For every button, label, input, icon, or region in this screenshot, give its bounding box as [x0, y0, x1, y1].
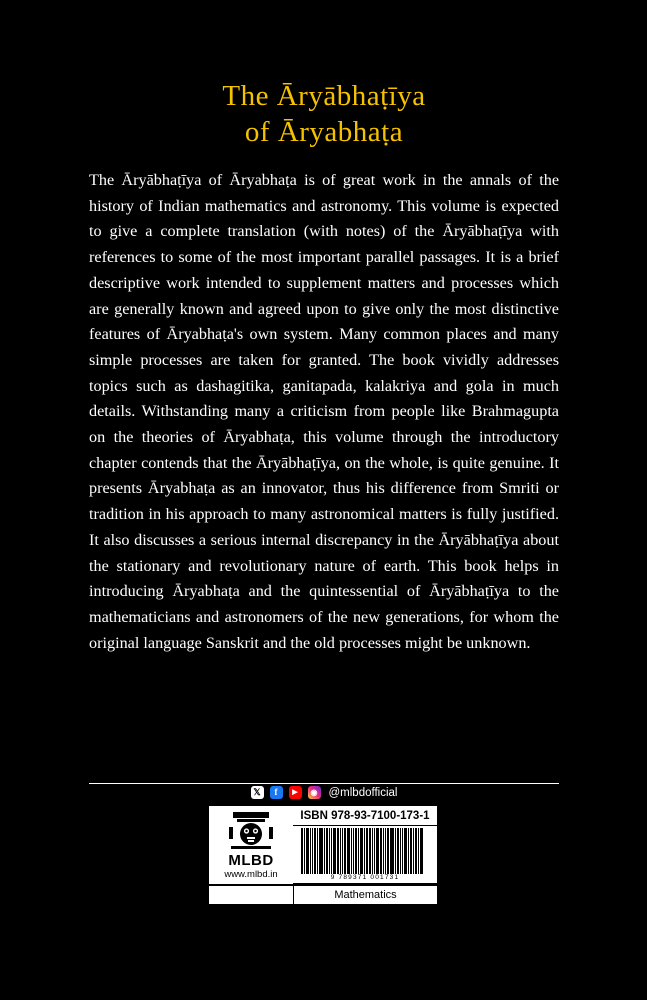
- publisher-name: MLBD: [228, 852, 274, 869]
- footer-spacer: [209, 886, 293, 904]
- isbn-label: ISBN 978-93-7100-173-1: [293, 806, 437, 826]
- divider: [89, 783, 559, 784]
- publisher-website[interactable]: www.mlbd.in: [224, 869, 278, 880]
- book-description: The Āryābhaṭīya of Āryabhaṭa is of great work in the annals of the history of Indian mathematics and astronomy. This volume is expected to give a complete translation (with notes) of the Āryābhaṭīya with references to some of the most important parallel passages. It is a brief descriptive work intended to supplement matters and processes which are generally known and agreed upon to give only the most distinctive features of Āryabhaṭa's own system. Many common places and many simple processes are taken for granted. The book vividly addresses topics such as dashagitika, ganitapada, kalakriya and gola in much details. Withstanding many a criticism from people like Brahmagupta on the theories of Āryabhaṭa, this volume through the introductory chapter contends that the Āryābhaṭīya, on the whole, is quite genuine. It presents Āryabhaṭa as an innovator, thus his difference from Smriti or tradition in his approach to many astronomical matters is fully justified. It also discusses a serious internal discrepancy in the Āryābhaṭīya about the stationary and revolutionary nature of earth. This book helps in introducing Āryabhaṭa and the quintessential of Āryābhaṭīya to the mathematicians and astronomers of the new generations, for whom the original language Sanskrit and the old processes might be unknown.: [89, 171, 559, 652]
- social-handle: @mlbdofficial: [328, 786, 398, 799]
- social-bar: [89, 786, 559, 799]
- barcode-icon: [293, 826, 437, 874]
- x-twitter-icon[interactable]: 𝕏: [251, 786, 264, 799]
- page-title: [89, 78, 559, 150]
- cover-content: [89, 78, 559, 656]
- facebook-icon[interactable]: f: [270, 786, 283, 799]
- footer-top-row: [209, 806, 437, 884]
- youtube-icon[interactable]: ▶: [289, 786, 302, 799]
- publisher-logo-block: [209, 806, 293, 884]
- mlbd-emblem-icon: [228, 810, 274, 852]
- barcode-digits: 9 789371 001731: [330, 874, 400, 881]
- instagram-icon[interactable]: ◉: [308, 786, 321, 799]
- footer-bottom-row: [209, 886, 437, 904]
- subject-label: Mathematics: [293, 886, 437, 904]
- isbn-block: [293, 806, 437, 883]
- title-line-1: The Āryābhaṭīya: [222, 80, 426, 112]
- title-line-2: of Āryabhaṭa: [244, 116, 404, 148]
- cover-footer: [209, 806, 437, 904]
